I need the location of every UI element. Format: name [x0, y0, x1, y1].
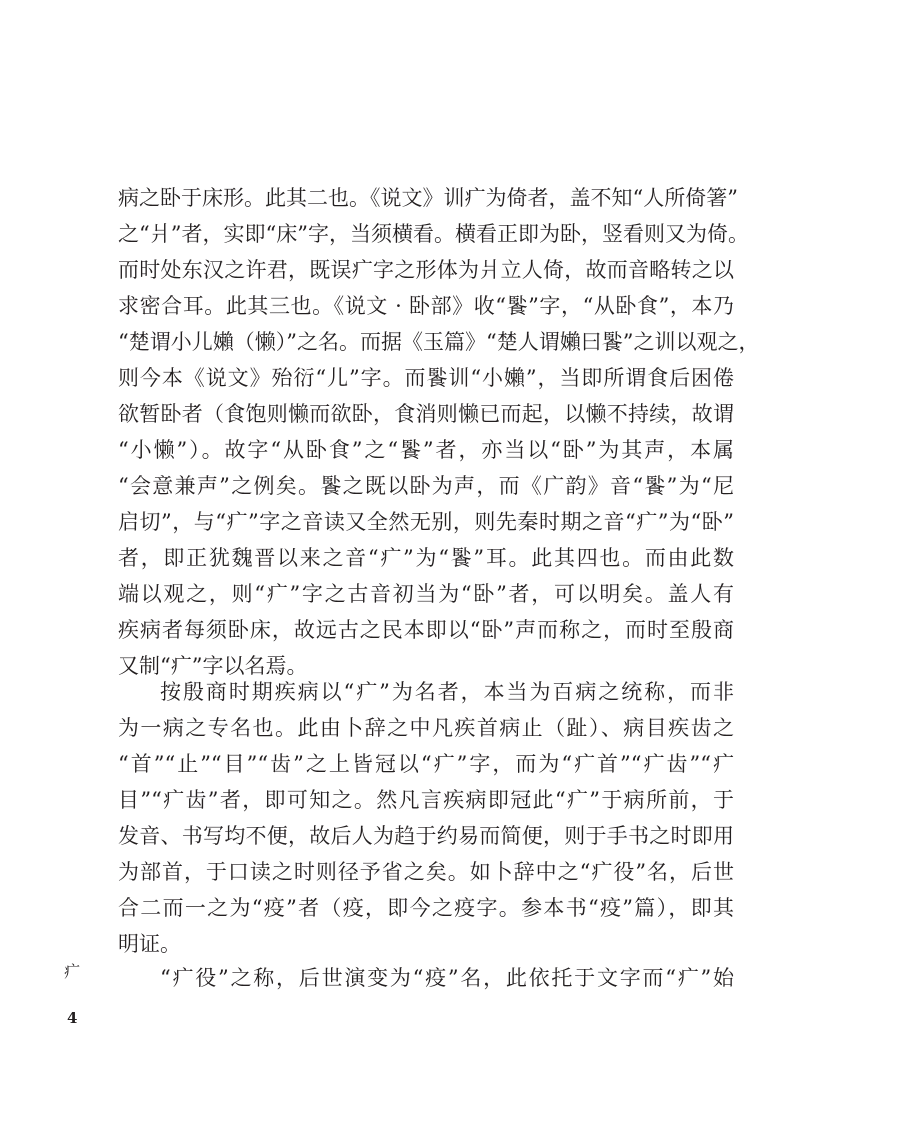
text-line: “小懒”）。故字“从卧食”之“䭆”者，亦当以“卧”为其声，本属 [118, 438, 734, 462]
paragraph-1 [118, 180, 760, 684]
text-line: 疾病者每须卧床，故远古之民本即以“卧”声而称之，而时至殷商 [118, 618, 734, 642]
text-line: 之“爿”者，实即“床”字，当须横看。横看正即为卧，竖看则又为倚。 [118, 222, 749, 246]
text-line: 为一病之专名也。此由卜辞之中凡疾首病止（趾）、病目疾齿之 [118, 716, 734, 740]
running-head: 疒 [64, 962, 81, 981]
text-line: 发音、书写均不便，故后人为趋于约易而简便，则于手书之时即用 [118, 824, 734, 848]
text-line: “疒役”之称，后世演变为“疫”名，此依托于文字而“疒”始 [160, 966, 734, 990]
text-line: 目”“疒齿”者，即可知之。然凡言疾病即冠此“疒”于病所前，于 [118, 788, 734, 812]
text-line: 求密合耳。此其三也。《说文 · 卧部》收“䭆”字，“从卧食”，本乃 [118, 294, 734, 318]
text-line: 病之卧于床形。此其二也。《说文》训疒为倚者，盖不知“人所倚箸” [118, 186, 738, 210]
text-line: 启切”，与“疒”字之音读又全然无别，则先秦时期之音“疒”为“卧” [118, 510, 734, 534]
text-line: 端以观之，则“疒”字之古音初当为“卧”者，可以明矣。盖人有 [118, 582, 734, 606]
text-line: 明证。 [118, 932, 181, 956]
text-line: 又制“疒”字以名焉。 [118, 654, 308, 678]
page-number: 4 [67, 1009, 78, 1027]
paragraph-3 [118, 960, 734, 996]
text-line: 为部首，于口读之时则径予省之矣。如卜辞中之“疒役”名，后世 [118, 860, 734, 884]
text-line: “楚谓小儿嬾（懒）”之名。而据《玉篇》“楚人谓嬾曰䭆”之训以观之， [118, 330, 760, 354]
text-line: 合二而一之为“疫”者（疫，即今之疫字。参本书“疫”篇），即其 [118, 896, 734, 920]
text-line: 而时处东汉之许君，既误疒字之形体为爿立人倚，故而音略转之以 [118, 258, 734, 282]
text-line: 按殷商时期疾病以“疒”为名者，本当为百病之统称，而非 [160, 680, 734, 704]
text-line: 欲暂卧者（食饱则懒而欲卧，食消则懒已而起，以懒不持续，故谓 [118, 402, 734, 426]
text-line: 者，即正犹魏晋以来之音“疒”为“䭆”耳。此其四也。而由此数 [118, 546, 734, 570]
paragraph-2 [118, 674, 734, 962]
text-line: “会意兼声”之例矣。䭆之既以卧为声，而《广韵》音“䭆”为“尼 [118, 474, 734, 498]
text-line: 则今本《说文》殆衍“儿”字。而䭆训“小嬾”，当即所谓食后困倦 [118, 366, 734, 390]
text-line: “首”“止”“目”“齿”之上皆冠以“疒”字，而为“疒首”“疒齿”“疒 [118, 752, 734, 776]
